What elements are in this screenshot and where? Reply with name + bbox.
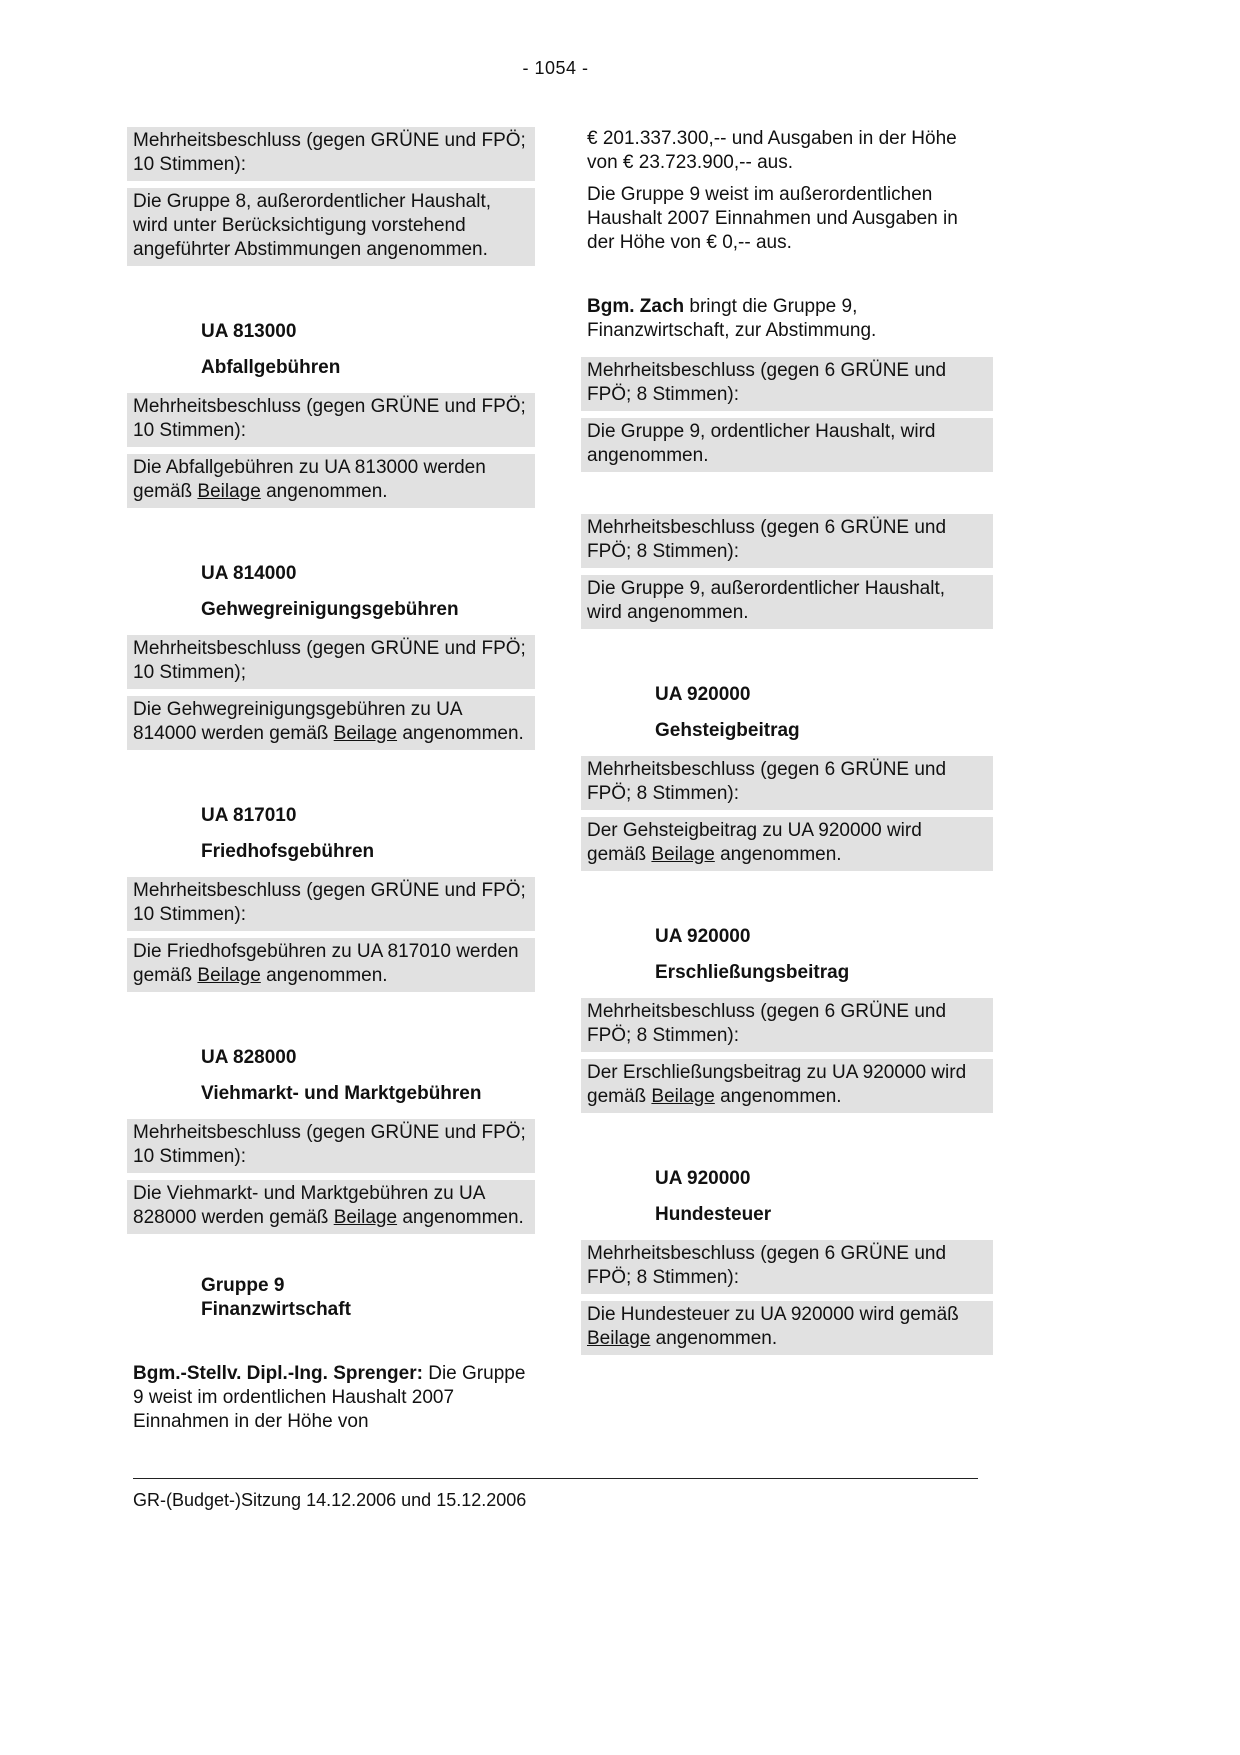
text-segment: Die Gehwegreinigungsgebühren zu UA 814000 werden gemäß xyxy=(133,699,462,744)
resolution-block xyxy=(133,393,527,508)
beilage-reference: Beilage xyxy=(197,481,261,502)
heading-line: Gehsteigbeitrag xyxy=(655,720,800,741)
heading-line: Hundesteuer xyxy=(655,1204,772,1225)
heading-line: UA 920000 xyxy=(655,684,751,705)
heading-line: Gehwegreinigungsgebühren xyxy=(201,599,459,620)
heading-line: UA 920000 xyxy=(655,1168,751,1189)
text-segment: € 201.337.300,-- und Ausgaben in der Höhe von € 23.723.900,-- aus. xyxy=(587,128,957,173)
text-segment: Die Hundesteuer zu UA 920000 wird gemäß xyxy=(587,1304,959,1325)
page-footer xyxy=(133,1478,978,1511)
highlighted-paragraph xyxy=(127,454,535,508)
heading-line: UA 813000 xyxy=(201,321,297,342)
text-segment: Mehrheitsbeschluss (gegen 6 GRÜNE und FPÖ; 8 Stimmen): xyxy=(587,517,947,562)
text-segment: Mehrheitsbeschluss (gegen 6 GRÜNE und FPÖ; 8 Stimmen): xyxy=(587,759,947,804)
resolution-block xyxy=(587,756,985,871)
text-segment: Die Gruppe 9 weist im ordentlichen Haushalt 2007 Einnahmen in der Höhe von xyxy=(133,1363,526,1432)
highlighted-paragraph xyxy=(581,817,993,871)
text-segment: Die Friedhofsgebühren zu UA 817010 werden gemäß xyxy=(133,941,519,986)
text-segment: Mehrheitsbeschluss (gegen 6 GRÜNE und FPÖ; 8 Stimmen): xyxy=(587,1243,947,1288)
text-segment: angenommen. xyxy=(714,844,842,865)
page-number: - 1054 - xyxy=(522,58,589,78)
column-right xyxy=(587,127,985,1434)
resolution-block xyxy=(587,357,985,472)
highlighted-paragraph xyxy=(127,877,535,931)
highlighted-paragraph xyxy=(581,756,993,810)
ua-heading xyxy=(655,925,985,985)
speaker-name: Bgm. Zach xyxy=(587,296,685,317)
highlighted-paragraph xyxy=(581,998,993,1052)
speaker-paragraph xyxy=(133,1362,527,1434)
highlighted-paragraph xyxy=(127,696,535,750)
highlighted-paragraph xyxy=(581,1301,993,1355)
beilage-reference: Beilage xyxy=(333,1207,398,1228)
heading-line: UA 817010 xyxy=(201,805,297,826)
resolution-block xyxy=(133,635,527,750)
highlighted-paragraph xyxy=(127,938,535,992)
heading-line: Abfallgebühren xyxy=(201,357,341,378)
speaker-name: Bgm.-Stellv. Dipl.-Ing. Sprenger: xyxy=(133,1363,423,1384)
heading-line: Friedhofsgebühren xyxy=(201,841,375,862)
text-segment: Mehrheitsbeschluss (gegen GRÜNE und FPÖ; 10 Stimmen): xyxy=(133,1122,526,1167)
text-segment: Der Erschließungsbeitrag zu UA 920000 wird gemäß xyxy=(587,1062,967,1107)
heading-line: Gruppe 9 xyxy=(201,1275,285,1296)
resolution-block xyxy=(133,877,527,992)
ua-heading xyxy=(655,683,985,743)
ua-heading xyxy=(201,804,527,864)
heading-line: Finanzwirtschaft xyxy=(201,1299,351,1320)
heading-line: Viehmarkt- und Marktgebühren xyxy=(201,1083,482,1104)
beilage-reference: Beilage xyxy=(587,1328,651,1349)
text-segment: angenommen. xyxy=(714,1086,842,1107)
highlighted-paragraph xyxy=(581,514,993,568)
text-segment: Die Gruppe 8, außerordentlicher Haushalt, wird unter Berücksichtigung vorstehend angeführter Abstimmungen angenommen. xyxy=(133,191,492,260)
beilage-reference: Beilage xyxy=(197,965,261,986)
text-segment: Die Gruppe 9 weist im außerordentlichen Haushalt 2007 Einnahmen und Ausgaben in der Höhe von € 0,-- aus. xyxy=(587,184,958,253)
ua-heading xyxy=(655,1167,985,1227)
highlighted-paragraph xyxy=(581,357,993,411)
text-segment: Mehrheitsbeschluss (gegen GRÜNE und FPÖ; 10 Stimmen): xyxy=(133,130,526,175)
text-segment: Die Gruppe 9, ordentlicher Haushalt, wird angenommen. xyxy=(587,421,936,466)
heading-line: UA 828000 xyxy=(201,1047,297,1068)
highlighted-paragraph xyxy=(127,393,535,447)
ua-heading xyxy=(201,562,527,622)
text-segment: Mehrheitsbeschluss (gegen 6 GRÜNE und FPÖ; 8 Stimmen): xyxy=(587,1001,947,1046)
highlighted-paragraph xyxy=(127,1180,535,1234)
resolution-block xyxy=(133,1119,527,1234)
text-segment: angenommen. xyxy=(397,1207,524,1228)
text-segment: bringt die Gruppe 9, Finanzwirtschaft, zur Abstimmung. xyxy=(587,296,877,341)
heading-line: UA 920000 xyxy=(655,926,751,947)
text-segment: angenommen. xyxy=(260,481,388,502)
highlighted-paragraph xyxy=(127,127,535,181)
text-segment: Die Abfallgebühren zu UA 813000 werden gemäß xyxy=(133,457,486,502)
ua-heading xyxy=(201,320,527,380)
resolution-block xyxy=(587,514,985,629)
group-heading xyxy=(201,1274,527,1322)
heading-line: UA 814000 xyxy=(201,563,297,584)
highlighted-paragraph xyxy=(127,1119,535,1173)
beilage-reference: Beilage xyxy=(651,1086,715,1107)
resolution-block xyxy=(587,1240,985,1355)
text-segment: angenommen. xyxy=(397,723,524,744)
highlighted-paragraph xyxy=(581,1059,993,1113)
resolution-block xyxy=(587,998,985,1113)
text-segment: Mehrheitsbeschluss (gegen GRÜNE und FPÖ; 10 Stimmen): xyxy=(133,880,526,925)
ua-heading xyxy=(201,1046,527,1106)
text-segment: Mehrheitsbeschluss (gegen GRÜNE und FPÖ; 10 Stimmen): xyxy=(133,396,526,441)
resolution-block xyxy=(133,127,527,266)
text-segment: Die Gruppe 9, außerordentlicher Haushalt, wird angenommen. xyxy=(587,578,946,623)
text-segment: angenommen. xyxy=(650,1328,778,1349)
highlighted-paragraph xyxy=(127,188,535,266)
paragraph xyxy=(587,127,985,175)
beilage-reference: Beilage xyxy=(651,844,715,865)
highlighted-paragraph xyxy=(581,1240,993,1294)
paragraph xyxy=(587,183,985,255)
text-segment: angenommen. xyxy=(260,965,388,986)
beilage-reference: Beilage xyxy=(333,723,398,744)
text-segment: Mehrheitsbeschluss (gegen 6 GRÜNE und FPÖ; 8 Stimmen): xyxy=(587,360,947,405)
highlighted-paragraph xyxy=(127,635,535,689)
highlighted-paragraph xyxy=(581,418,993,472)
footer-text: GR-(Budget-)Sitzung 14.12.2006 und 15.12.2006 xyxy=(133,1490,527,1510)
speaker-paragraph xyxy=(587,295,985,343)
heading-line: Erschließungsbeitrag xyxy=(655,962,850,983)
text-segment: Die Viehmarkt- und Marktgebühren zu UA 828000 werden gemäß xyxy=(133,1183,485,1228)
text-segment: Mehrheitsbeschluss (gegen GRÜNE und FPÖ; 10 Stimmen); xyxy=(133,638,526,683)
column-left xyxy=(133,127,527,1434)
highlighted-paragraph xyxy=(581,575,993,629)
text-segment: Der Gehsteigbeitrag zu UA 920000 wird gemäß xyxy=(587,820,922,865)
page-content xyxy=(133,127,1240,1434)
